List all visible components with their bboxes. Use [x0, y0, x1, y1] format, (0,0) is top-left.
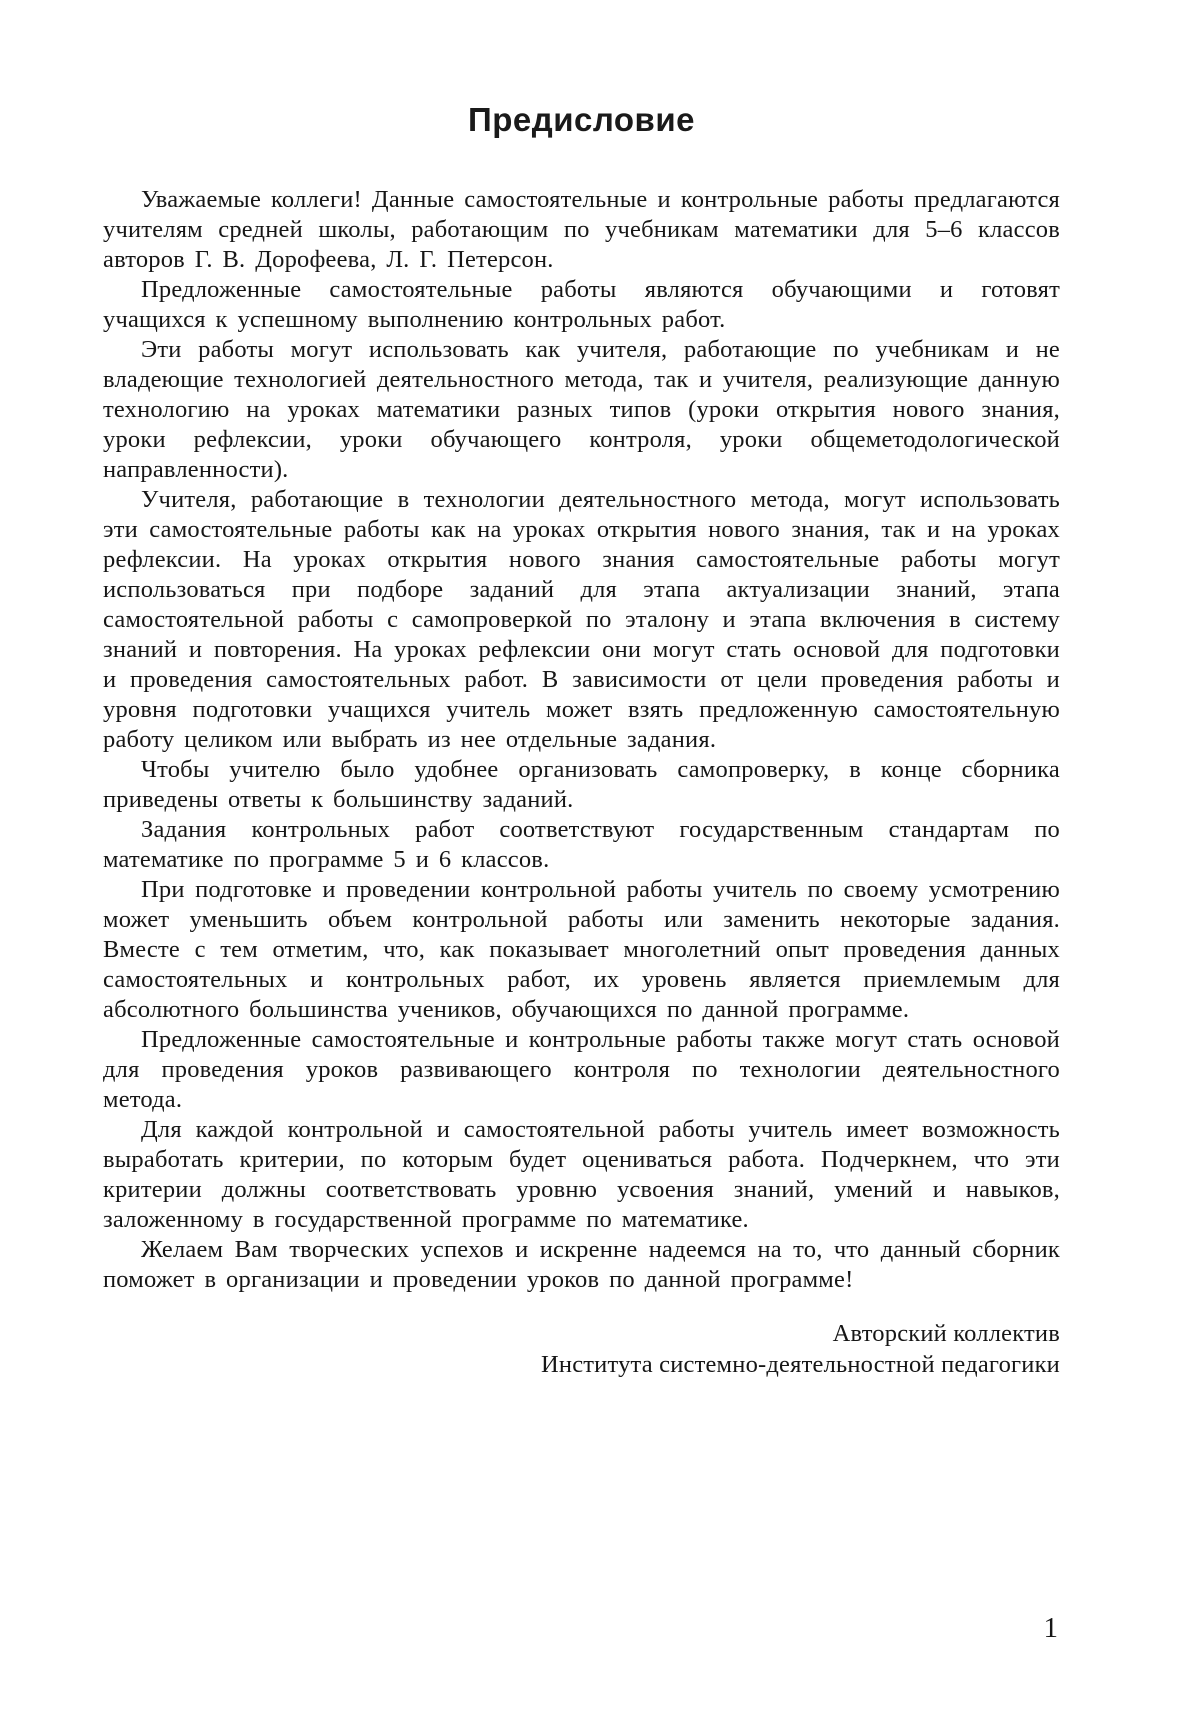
- preface-paragraph: Чтобы учителю было удобнее организовать самопроверку, в конце сборника приведены ответы к большинству заданий.: [103, 756, 1060, 813]
- preface-paragraph: Уважаемые коллеги! Данные самостоятельные и контрольные работы предлагаются учителям средней школы, работающим по учебникам математики для 5–6 классов авторов Г. В. Дорофеева, Л. Г. Петерсон.: [103, 186, 1060, 273]
- preface-paragraph: При подготовке и проведении контрольной работы учитель по своему усмотрению может уменьшить объем контрольной работы или заменить некоторые задания. Вместе с тем отметим, что, как показывает многолетний опыт проведения данных самостоятельных и контрольных работ, их уровень является приемлемым для абсолютного большинства учеников, обучающихся по данной программе.: [103, 876, 1060, 1023]
- preface-paragraph: Желаем Вам творческих успехов и искренне надеемся на то, что данный сборник поможет в организации и проведении уроков по данной программе!: [103, 1236, 1060, 1293]
- preface-paragraph: Предложенные самостоятельные и контрольные работы также могут стать основой для проведения уроков развивающего контроля по технологии деятельностного метода.: [103, 1026, 1060, 1113]
- preface-body: [103, 185, 1060, 1295]
- preface-paragraph: Учителя, работающие в технологии деятельностного метода, могут использовать эти самостоятельные работы как на уроках открытия нового знания, так и на уроках рефлексии. На уроках открытия нового знания самостоятельные работы могут использоваться при подборе заданий для этапа актуализации знаний, этапа самостоятельной работы с самопроверкой по эталону и этапа включения в систему знаний и повторения. На уроках рефлексии они могут стать основой для подготовки и проведения самостоятельных работ. В зависимости от цели проведения работы и уровня подготовки учащихся учитель может взять предложенную самостоятельную работу целиком или выбрать из нее отдельные задания.: [103, 486, 1060, 753]
- signature-line: Института системно-деятельностной педагогики: [540, 1351, 1060, 1378]
- page-number: 1: [1043, 1612, 1058, 1644]
- page-title: Предисловие: [468, 101, 695, 138]
- preface-paragraph: Задания контрольных работ соответствуют государственным стандартам по математике по программе 5 и 6 классов.: [103, 816, 1060, 873]
- signature-block: [103, 1318, 1060, 1380]
- preface-paragraph: Предложенные самостоятельные работы являются обучающими и готовят учащихся к успешному выполнению контрольных работ.: [103, 276, 1060, 333]
- signature-line: Авторский коллектив: [832, 1320, 1060, 1347]
- preface-paragraph: Для каждой контрольной и самостоятельной работы учитель имеет возможность выработать критерии, по которым будет оцениваться работа. Подчеркнем, что эти критерии должны соответствовать уровню усвоения знаний, умений и навыков, заложенному в государственной программе по математике.: [103, 1116, 1060, 1233]
- preface-paragraph: Эти работы могут использовать как учителя, работающие по учебникам и не владеющие технологией деятельностного метода, так и учителя, реализующие данную технологию на уроках математики разных типов (уроки открытия нового знания, уроки рефлексии, уроки обучающего контроля, уроки общеметодологической направленности).: [103, 336, 1060, 483]
